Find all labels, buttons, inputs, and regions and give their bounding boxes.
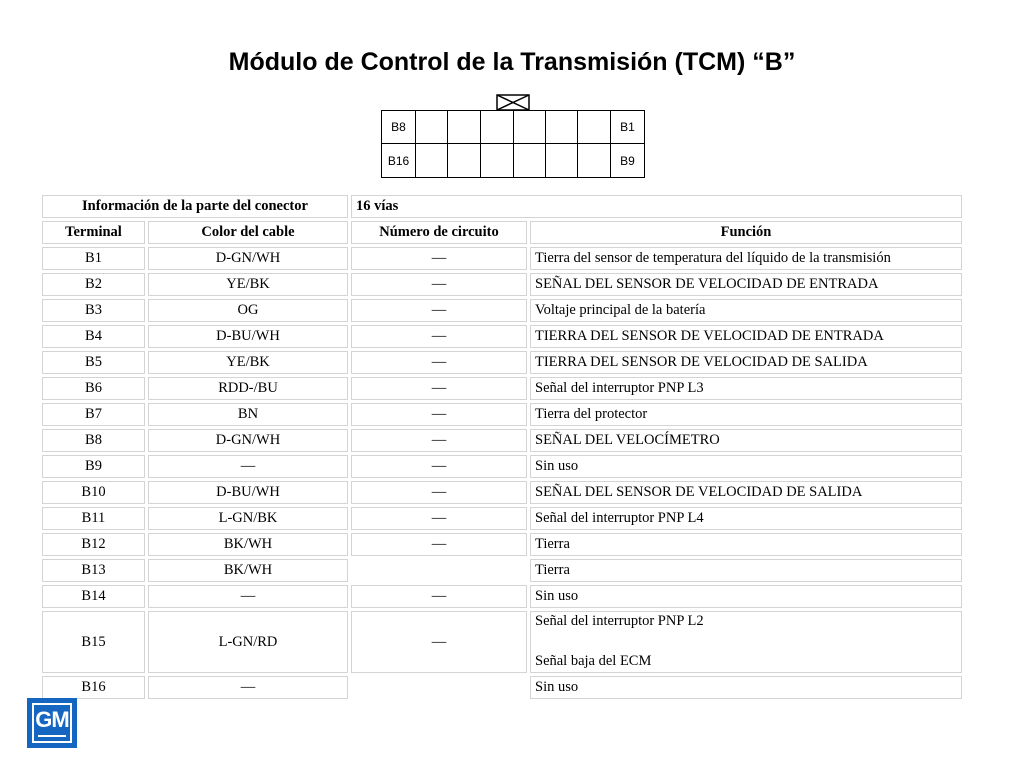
cell-color: D-GN/WH	[148, 429, 348, 452]
table-row	[42, 533, 962, 556]
cell-function: Tierra	[530, 559, 962, 582]
pin-cell	[578, 111, 611, 144]
table-body	[42, 247, 962, 699]
header-terminal: Terminal	[42, 221, 145, 244]
connector-info-value: 16 vías	[351, 195, 962, 218]
pin-cell	[448, 144, 481, 177]
header-function: Función	[530, 221, 962, 244]
cell-terminal: B16	[42, 676, 145, 699]
table-row	[42, 429, 962, 452]
cell-color: RDD-/BU	[148, 377, 348, 400]
cell-terminal: B2	[42, 273, 145, 296]
pin-cell	[448, 111, 481, 144]
table-row	[42, 611, 962, 673]
cell-circuit	[351, 676, 527, 699]
cell-terminal: B9	[42, 455, 145, 478]
cell-function	[530, 611, 962, 673]
cell-terminal: B12	[42, 533, 145, 556]
pin-cell	[546, 144, 578, 177]
cell-function: SEÑAL DEL SENSOR DE VELOCIDAD DE ENTRADA	[530, 273, 962, 296]
table-row	[42, 403, 962, 426]
pin-cell	[481, 111, 514, 144]
cell-function: Señal del interruptor PNP L3	[530, 377, 962, 400]
connector-latch-icon	[496, 94, 530, 111]
cell-terminal: B1	[42, 247, 145, 270]
cell-circuit: —	[351, 481, 527, 504]
pin-cell	[546, 111, 578, 144]
pin-cell	[514, 144, 546, 177]
pin-cell	[578, 144, 611, 177]
pin-label-bottom-right: B9	[620, 153, 635, 168]
cell-function: Señal del interruptor PNP L4	[530, 507, 962, 530]
cell-terminal: B7	[42, 403, 145, 426]
cell-circuit: —	[351, 533, 527, 556]
function-line: Señal baja del ECM	[535, 653, 652, 669]
cell-circuit: —	[351, 247, 527, 270]
cell-color: YE/BK	[148, 351, 348, 374]
page-title: Módulo de Control de la Transmisión (TCM) “B”	[228, 48, 796, 76]
pin-cell	[416, 144, 448, 177]
function-line: Señal del interruptor PNP L2	[535, 613, 704, 629]
cell-color: BN	[148, 403, 348, 426]
cell-color: BK/WH	[148, 559, 348, 582]
cell-color: L-GN/RD	[148, 611, 348, 673]
cell-terminal: B3	[42, 299, 145, 322]
table-row	[42, 299, 962, 322]
cell-circuit: —	[351, 299, 527, 322]
cell-color: —	[148, 455, 348, 478]
table-row	[42, 676, 962, 699]
cell-function: Sin uso	[530, 455, 962, 478]
cell-circuit: —	[351, 403, 527, 426]
header-color: Color del cable	[148, 221, 348, 244]
table-row	[42, 377, 962, 400]
cell-function: Sin uso	[530, 585, 962, 608]
pin-label-top-left: B8	[382, 111, 416, 144]
table-row	[42, 455, 962, 478]
cell-terminal: B8	[42, 429, 145, 452]
table-row	[42, 273, 962, 296]
header-row	[42, 221, 962, 244]
cell-circuit: —	[351, 507, 527, 530]
cell-circuit: —	[351, 429, 527, 452]
cell-function: Tierra del protector	[530, 403, 962, 426]
cell-function: Voltaje principal de la batería	[530, 299, 962, 322]
cell-function: SEÑAL DEL VELOCÍMETRO	[530, 429, 962, 452]
cell-color: D-BU/WH	[148, 325, 348, 348]
cell-function: TIERRA DEL SENSOR DE VELOCIDAD DE ENTRADA	[530, 325, 962, 348]
table-row	[42, 507, 962, 530]
cell-terminal: B4	[42, 325, 145, 348]
cell-function: Tierra	[530, 533, 962, 556]
connector-pin-grid	[381, 110, 645, 178]
pin-label-bottom-left: B16	[382, 144, 416, 177]
table-row	[42, 585, 962, 608]
cell-circuit: —	[351, 273, 527, 296]
cell-color: D-GN/WH	[148, 247, 348, 270]
header-circuit: Número de circuito	[351, 221, 527, 244]
cell-color: —	[148, 585, 348, 608]
gm-logo-underline	[38, 735, 66, 737]
cell-color: OG	[148, 299, 348, 322]
cell-color: D-BU/WH	[148, 481, 348, 504]
gm-logo	[27, 698, 77, 748]
cell-circuit: —	[351, 377, 527, 400]
cell-function: SEÑAL DEL SENSOR DE VELOCIDAD DE SALIDA	[530, 481, 962, 504]
table-row	[42, 559, 962, 582]
cell-circuit: —	[351, 351, 527, 374]
cell-function: Tierra del sensor de temperatura del líquido de la transmisión	[530, 247, 962, 270]
table-row	[42, 481, 962, 504]
connector-info-label: Información de la parte del conector	[42, 195, 348, 218]
function-spacer	[535, 632, 957, 652]
cell-circuit: —	[351, 585, 527, 608]
cell-terminal: B10	[42, 481, 145, 504]
cell-color: —	[148, 676, 348, 699]
pinout-table	[39, 192, 965, 702]
pin-cell	[481, 144, 514, 177]
connector-diagram	[381, 94, 645, 178]
cell-color: YE/BK	[148, 273, 348, 296]
cell-function: TIERRA DEL SENSOR DE VELOCIDAD DE SALIDA	[530, 351, 962, 374]
cell-color: BK/WH	[148, 533, 348, 556]
table-row	[42, 247, 962, 270]
cell-terminal: B5	[42, 351, 145, 374]
cell-function: Sin uso	[530, 676, 962, 699]
table-row	[42, 325, 962, 348]
cell-terminal: B15	[42, 611, 145, 673]
cell-terminal: B13	[42, 559, 145, 582]
cell-color: L-GN/BK	[148, 507, 348, 530]
cell-terminal: B11	[42, 507, 145, 530]
gm-logo-text: GM	[32, 703, 72, 743]
cell-terminal: B14	[42, 585, 145, 608]
cell-circuit: —	[351, 325, 527, 348]
cell-terminal: B6	[42, 377, 145, 400]
pin-cell	[514, 111, 546, 144]
pin-cell	[416, 111, 448, 144]
connector-info-row	[42, 195, 962, 218]
cell-circuit: —	[351, 611, 527, 673]
pin-label-top-right: B1	[611, 111, 644, 144]
table-row	[42, 351, 962, 374]
cell-circuit	[351, 559, 527, 582]
cell-circuit: —	[351, 455, 527, 478]
